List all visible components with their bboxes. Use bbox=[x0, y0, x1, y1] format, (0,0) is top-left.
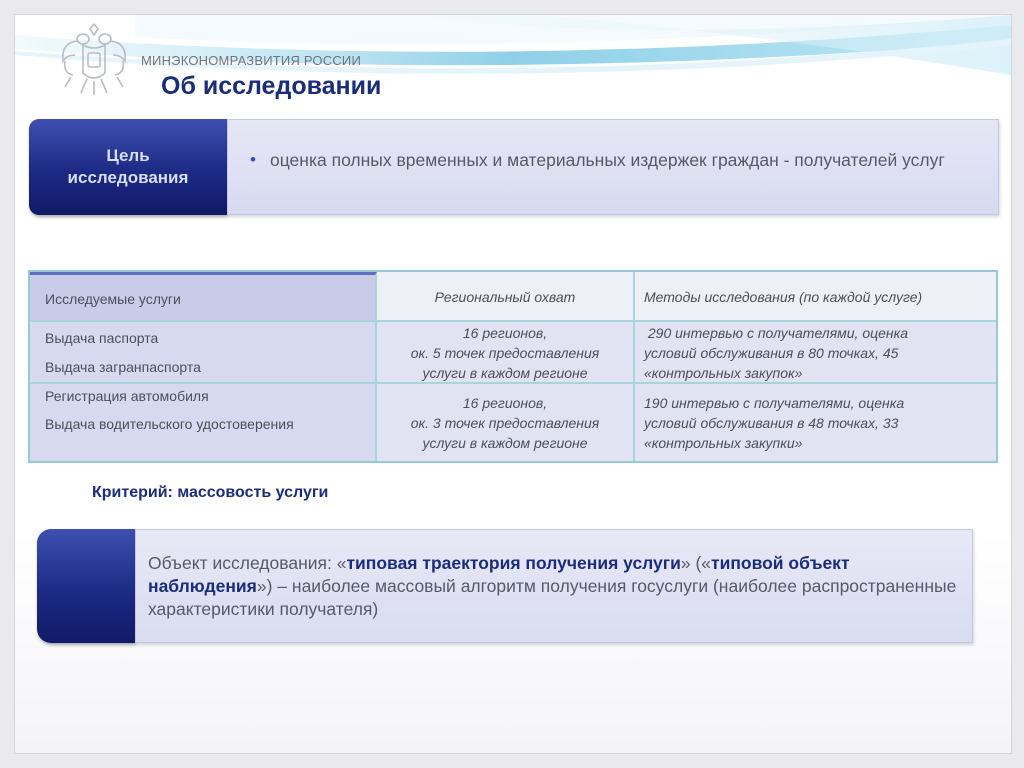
goal-label-line2: исследования bbox=[67, 168, 189, 187]
goal-content bbox=[227, 119, 999, 215]
ministry-name: МИНЭКОНОМРАЗВИТИЯ РОССИИ bbox=[141, 53, 362, 68]
coverage-line: услуги в каждом регионе bbox=[422, 435, 588, 451]
table-header-services bbox=[30, 272, 377, 322]
coverage-line: ок. 5 точек предоставления bbox=[410, 345, 600, 361]
methods-cell bbox=[635, 384, 996, 461]
double-headed-eagle-emblem-icon bbox=[57, 21, 131, 101]
coverage-line: услуги в каждом регионе bbox=[422, 365, 588, 381]
goal-text: оценка полных временных и материальных издержек граждан - получателей услуг bbox=[270, 150, 945, 170]
goal-label-line1: Цель bbox=[106, 146, 150, 165]
object-content bbox=[135, 529, 973, 643]
methods-line: 290 интервью с получателями, оценка bbox=[644, 325, 908, 341]
services-table bbox=[28, 270, 998, 463]
service-name: Выдача водительского удостоверения bbox=[45, 416, 294, 432]
coverage-line: ок. 3 точек предоставления bbox=[410, 415, 600, 431]
coverage-line: 16 регионов, bbox=[462, 395, 548, 411]
coverage-cell bbox=[377, 384, 635, 461]
object-label-tab bbox=[37, 529, 135, 643]
table-row bbox=[30, 322, 377, 384]
methods-line: «контрольных закупок» bbox=[644, 365, 803, 381]
object-bold-1: типовая траектория получения услуги bbox=[346, 553, 681, 573]
header-label: Региональный охват bbox=[434, 289, 576, 305]
service-name: Выдача паспорта bbox=[45, 330, 159, 346]
service-name: Регистрация автомобиля bbox=[45, 388, 209, 404]
table-header-methods bbox=[635, 272, 996, 322]
bullet-icon: • bbox=[250, 150, 256, 169]
object-prefix: Объект исследования: « bbox=[148, 553, 347, 573]
header-label: Исследуемые услуги bbox=[45, 291, 181, 307]
service-name: Выдача загранпаспорта bbox=[45, 359, 201, 375]
object-suffix: ») – наиболее массовый алгоритм получения госуслуги (наиболее распространенные характеристики получателя) bbox=[148, 576, 957, 619]
header-label: Методы исследования (по каждой услуге) bbox=[644, 289, 923, 305]
table-header-coverage bbox=[377, 272, 635, 322]
object-text bbox=[148, 552, 958, 621]
criterion-text: Критерий: массовость услуги bbox=[92, 484, 329, 501]
methods-line: «контрольных закупки» bbox=[644, 435, 803, 451]
coverage-cell bbox=[377, 322, 635, 384]
methods-line: условий обслуживания в 48 точках, 33 bbox=[644, 415, 899, 431]
methods-line: условий обслуживания в 80 точках, 45 bbox=[644, 345, 899, 361]
methods-cell bbox=[635, 322, 996, 384]
coverage-line: 16 регионов, bbox=[462, 325, 548, 341]
page-title: Об исследовании bbox=[161, 72, 382, 100]
slide bbox=[14, 14, 1012, 754]
goal-label bbox=[29, 119, 227, 215]
object-middle: » (« bbox=[680, 553, 711, 573]
methods-line: 190 интервью с получателями, оценка bbox=[644, 395, 905, 411]
object-bold-2: типовой объект наблюдения bbox=[148, 553, 850, 596]
table-row bbox=[30, 384, 377, 461]
